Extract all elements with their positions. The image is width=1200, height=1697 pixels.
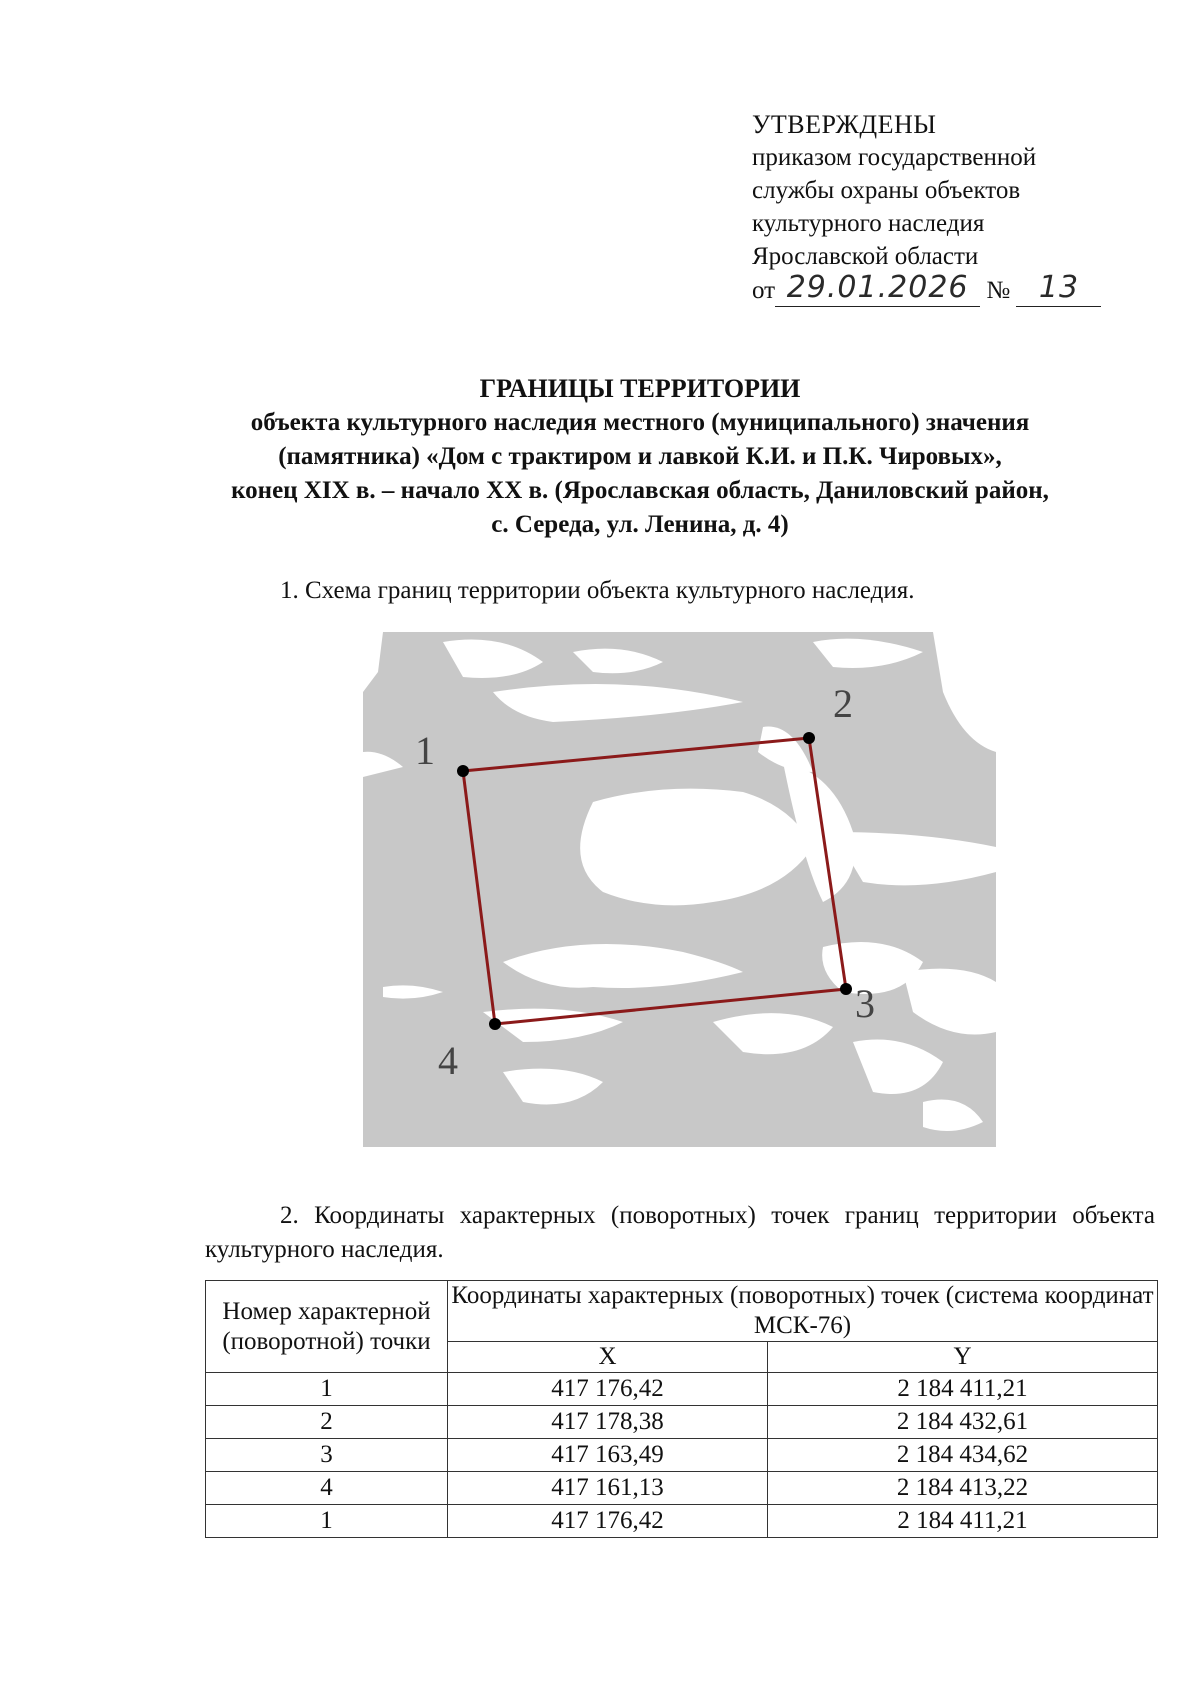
- cell-x: 417 176,42: [448, 1373, 768, 1406]
- document-title: [150, 372, 1130, 542]
- approval-heading: УТВЕРЖДЕНЫ: [752, 110, 937, 139]
- cell-y: 2 184 434,62: [768, 1439, 1158, 1472]
- date-prefix: от: [752, 277, 776, 304]
- header-y: Y: [768, 1342, 1158, 1373]
- cell-x: 417 178,38: [448, 1406, 768, 1439]
- boundary-map: [363, 632, 996, 1147]
- section1-heading: 1. Схема границ территории объекта культурного наследия.: [280, 577, 915, 604]
- cell-point: 1: [206, 1373, 448, 1406]
- table-row: [206, 1406, 1158, 1439]
- approval-line: Ярославской области: [752, 243, 979, 270]
- cell-point: 3: [206, 1439, 448, 1472]
- title-line: объекта культурного наследия местного (муниципального) значения: [250, 409, 1030, 436]
- point-label-2: 2: [833, 681, 853, 726]
- point-label-3: 3: [855, 981, 875, 1026]
- boundary-point-1: [457, 765, 469, 777]
- header-coords: Координаты характерных (поворотных) точек (система координат МСК-76): [448, 1281, 1158, 1342]
- cell-y: 2 184 432,61: [768, 1406, 1158, 1439]
- cell-point: 1: [206, 1505, 448, 1538]
- boundary-point-2: [803, 732, 815, 744]
- date-field: [775, 270, 980, 307]
- header-x: X: [448, 1342, 768, 1373]
- handwritten-number: 13: [1038, 270, 1080, 305]
- cell-x: 417 163,49: [448, 1439, 768, 1472]
- point-label-4: 4: [438, 1038, 458, 1083]
- table-row: [206, 1472, 1158, 1505]
- title-line: (памятника) «Дом с трактиром и лавкой К.И. и П.К. Чировых»,: [278, 443, 1002, 470]
- table-row: [206, 1373, 1158, 1406]
- table-row: [206, 1439, 1158, 1472]
- approval-line: приказом государственной: [752, 144, 1037, 171]
- number-field: [1016, 270, 1101, 307]
- number-prefix: №: [986, 277, 1011, 304]
- table-header-row: [206, 1281, 1158, 1342]
- header-point: Номер характерной (поворотной) точки: [206, 1281, 448, 1373]
- cell-x: 417 176,42: [448, 1505, 768, 1538]
- point-label-1: 1: [415, 728, 435, 773]
- title-main: ГРАНИЦЫ ТЕРРИТОРИИ: [479, 374, 801, 403]
- title-line: с. Середа, ул. Ленина, д. 4): [491, 511, 789, 538]
- cell-point: 4: [206, 1472, 448, 1505]
- boundary-point-3: [840, 983, 852, 995]
- cell-y: 2 184 413,22: [768, 1472, 1158, 1505]
- cell-y: 2 184 411,21: [768, 1373, 1158, 1406]
- approval-block: [752, 108, 1132, 307]
- cell-x: 417 161,13: [448, 1472, 768, 1505]
- section2-heading: 2. Координаты характерных (поворотных) точек границ территории объекта культурного наследия.: [205, 1202, 1155, 1263]
- title-line: конец XIX в. – начало XX в. (Ярославская область, Даниловский район,: [231, 477, 1049, 504]
- coordinates-table: [205, 1280, 1158, 1538]
- boundary-point-4: [489, 1018, 501, 1030]
- approval-line: службы охраны объектов: [752, 177, 1021, 204]
- approval-date-line: [752, 270, 1132, 307]
- handwritten-date: 29.01.2026: [786, 270, 969, 305]
- approval-line: культурного наследия: [752, 210, 985, 237]
- cell-point: 2: [206, 1406, 448, 1439]
- table-row: [206, 1505, 1158, 1538]
- cell-y: 2 184 411,21: [768, 1505, 1158, 1538]
